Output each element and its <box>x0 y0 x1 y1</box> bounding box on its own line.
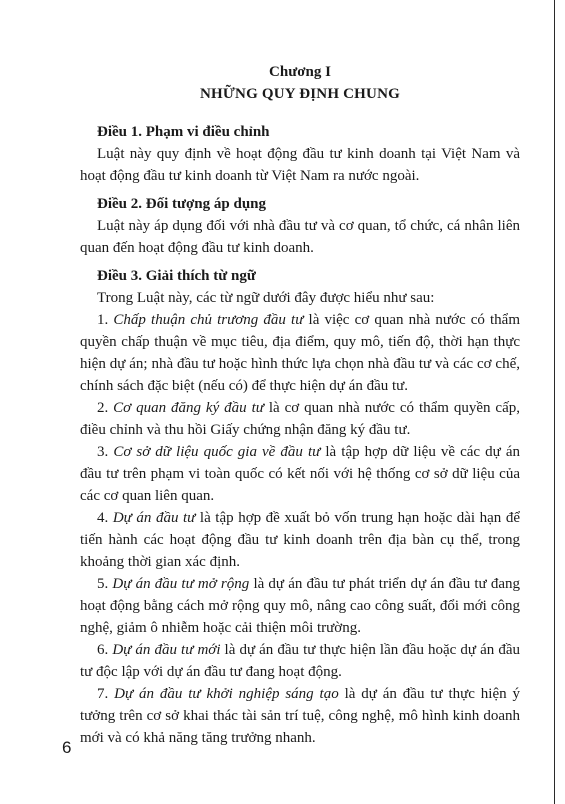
article-body: Luật này quy định về hoạt động đầu tư kinh doanh tại Việt Nam và hoạt động đầu tư kinh doanh từ Việt Nam ra nước ngoài. <box>80 146 520 184</box>
definition-term: Dự án đầu tư <box>112 510 196 526</box>
definition-item: 7. Dự án đầu tư khởi nghiệp sáng tạo là dự án đầu tư thực hiện ý tưởng trên cơ sở khai thác tài sản trí tuệ, công nghệ, mô hình kinh doanh mới và có khả năng tăng trưởng nhanh. <box>80 686 520 746</box>
page-number: 6 <box>62 738 72 757</box>
article-2 <box>80 193 520 259</box>
definition-term: Dự án đầu tư mới <box>112 642 221 658</box>
article-heading: Điều 1. Phạm vi điều chỉnh <box>97 124 270 140</box>
article-heading: Điều 2. Đối tượng áp dụng <box>97 196 267 212</box>
article-body: Luật này áp dụng đối với nhà đầu tư và cơ quan, tổ chức, cá nhân liên quan đến hoạt động đầu tư kinh doanh. <box>80 218 520 256</box>
definition-term: Dự án đầu tư khởi nghiệp sáng tạo <box>114 686 339 702</box>
definition-term: Cơ sở dữ liệu quốc gia về đầu tư <box>113 444 321 460</box>
article-1 <box>80 121 520 187</box>
definition-item: 1. Chấp thuận chủ trương đầu tư là việc cơ quan nhà nước có thẩm quyền chấp thuận về mục tiêu, địa điểm, quy mô, tiến độ, thời hạn thực hiện dự án; nhà đầu tư hoặc hình thức lựa chọn nhà đầu tư và các cơ chế, chính sách đặc biệt (nếu có) để thực hiện dự án đầu tư. <box>80 312 521 394</box>
chapter-title: NHỮNG QUY ĐỊNH CHUNG <box>200 86 400 102</box>
article-intro: Trong Luật này, các từ ngữ dưới đây được hiểu như sau: <box>97 290 435 306</box>
definition-term: Cơ quan đăng ký đầu tư <box>113 400 264 416</box>
chapter-number: Chương I <box>269 64 331 80</box>
definition-item: 3. Cơ sở dữ liệu quốc gia về đầu tư là tập hợp dữ liệu về các dự án đầu tư trên phạm vi toàn quốc có kết nối với hệ thống cơ sở dữ liệu của các cơ quan liên quan. <box>80 444 520 504</box>
definition-item: 6. Dự án đầu tư mới là dự án đầu tư thực hiện lần đầu hoặc dự án đầu tư độc lập với dự án đầu tư đang hoạt động. <box>80 642 521 680</box>
definition-term: Chấp thuận chủ trương đầu tư <box>113 312 304 328</box>
article-heading: Điều 3. Giải thích từ ngữ <box>97 268 256 284</box>
definition-term: Dự án đầu tư mở rộng <box>112 576 250 592</box>
article-3 <box>80 265 520 749</box>
page-content <box>80 61 520 749</box>
definition-item: 5. Dự án đầu tư mở rộng là dự án đầu tư phát triển dự án đầu tư đang hoạt động bằng cách mở rộng quy mô, nâng cao công suất, đổi mới công nghệ, giảm ô nhiễm hoặc cải thiện môi trường. <box>80 576 521 636</box>
definition-item: 4. Dự án đầu tư là tập hợp đề xuất bỏ vốn trung hạn hoặc dài hạn để tiến hành các hoạt động đầu tư kinh doanh trên địa bàn cụ thể, trong khoảng thời gian xác định. <box>80 510 520 570</box>
definition-item: 2. Cơ quan đăng ký đầu tư là cơ quan nhà nước có thẩm quyền cấp, điều chỉnh và thu hồi Giấy chứng nhận đăng ký đầu tư. <box>80 400 521 438</box>
